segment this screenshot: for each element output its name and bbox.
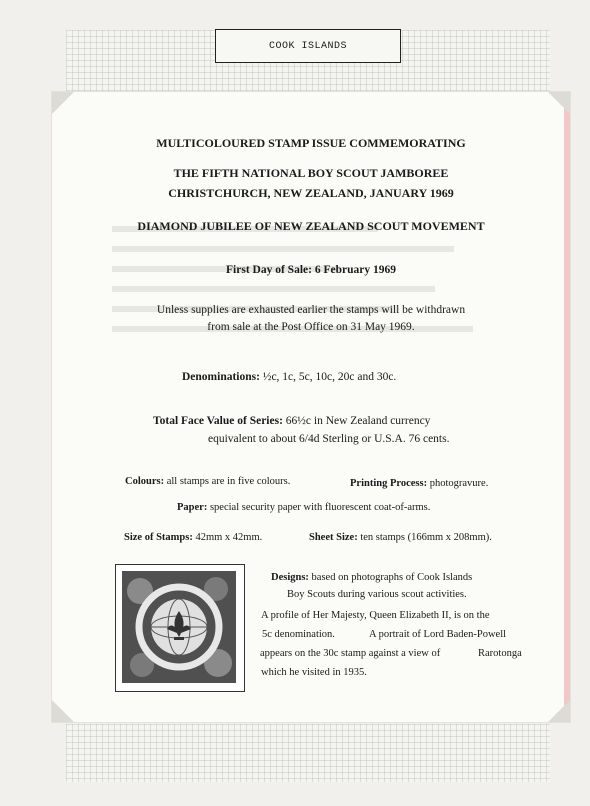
designs-line-7: Rarotonga — [478, 648, 522, 659]
stamp-artwork — [122, 571, 236, 683]
printing-label: Printing Process: — [350, 478, 428, 489]
stamp-design — [122, 571, 236, 683]
size-label: Size of Stamps: — [124, 532, 193, 543]
album-grid-bottom — [66, 724, 550, 782]
designs-line-1 — [271, 572, 472, 583]
photo-corner-top-left — [52, 92, 74, 114]
album-title-box — [215, 29, 401, 63]
sheet-size — [309, 532, 492, 543]
stamp-image — [115, 564, 245, 692]
album-title: COOK ISLANDS — [268, 40, 347, 52]
first-day-of-sale: First Day of Sale: 6 February 1969 — [226, 264, 396, 276]
size-value: 42mm x 42mm. — [195, 532, 263, 543]
size-of-stamps — [124, 532, 262, 543]
designs-line-4: 5c denomination. — [262, 629, 335, 640]
sheet-size-label: Sheet Size: — [309, 532, 358, 543]
denominations — [182, 371, 396, 383]
face-value-value: 66½c in New Zealand currency — [285, 415, 431, 427]
photo-corner-top-right — [548, 92, 570, 114]
photo-corner-bottom-left — [52, 700, 74, 722]
face-value-label: Total Face Value of Series: — [153, 415, 283, 427]
designs-line-2: Boy Scouts during various scout activities. — [287, 589, 467, 600]
colours-value: all stamps are in five colours. — [166, 476, 291, 487]
paper-label: Paper: — [177, 502, 208, 513]
denominations-value: ½c, 1c, 5c, 10c, 20c and 30c. — [262, 371, 397, 383]
designs-line-5: A portrait of Lord Baden-Powell — [369, 629, 507, 640]
colours-label: Colours: — [125, 476, 165, 487]
paper-value: special security paper with fluorescent coat-of-arms. — [209, 502, 431, 513]
face-value-line-2: equivalent to about 6/4d Sterling or U.S.A. 76 cents. — [208, 433, 450, 445]
sheet-size-value: ten stamps (166mm x 208mm). — [360, 532, 492, 543]
colours — [125, 476, 290, 487]
designs-text-1: based on photographs of Cook Islands — [311, 572, 473, 583]
denominations-label: Denominations: — [182, 371, 260, 383]
printing-value: photogravure. — [429, 478, 489, 489]
paper — [177, 502, 430, 513]
withdrawal-line-1: Unless supplies are exhausted earlier the stamps will be withdrawn — [156, 304, 466, 316]
designs-line-8: which he visited in 1935. — [261, 667, 367, 678]
withdrawal-line-2: from sale at the Post Office on 31 May 1969. — [207, 321, 415, 333]
designs-line-6: appears on the 30c stamp against a view of — [260, 648, 441, 659]
designs-line-3: A profile of Her Majesty, Queen Elizabeth II, is on the — [261, 610, 490, 621]
heading-line-4: DIAMOND JUBILEE OF NEW ZEALAND SCOUT MOVEMENT — [137, 219, 485, 233]
printing-process — [350, 478, 488, 489]
heading-line-2: THE FIFTH NATIONAL BOY SCOUT JAMBOREE — [173, 166, 449, 180]
heading-line-1: MULTICOLOURED STAMP ISSUE COMMEMORATING — [156, 136, 466, 150]
announcement-sheet — [52, 92, 570, 722]
heading-line-3: CHRISTCHURCH, NEW ZEALAND, JANUARY 1969 — [168, 186, 454, 200]
photo-corner-bottom-right — [548, 700, 570, 722]
designs-label: Designs: — [271, 572, 309, 583]
face-value — [153, 415, 430, 427]
